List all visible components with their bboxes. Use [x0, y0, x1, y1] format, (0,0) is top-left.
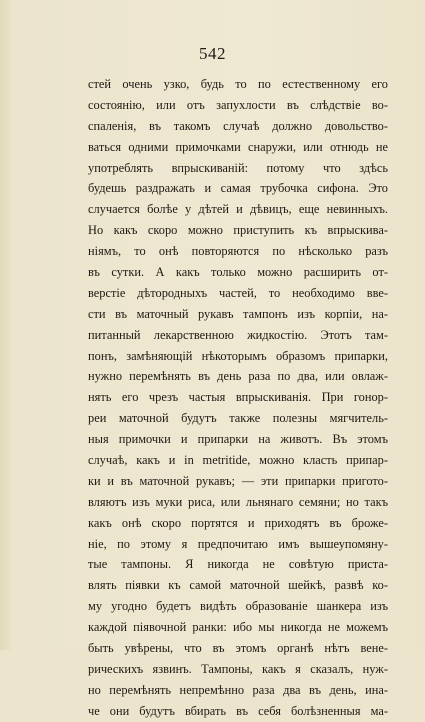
text-line: му угодно будетъ видѣть образованіе шанкера изъ [88, 599, 388, 614]
text-line: ныя примочки и припарки на животъ. Въ этомъ [88, 432, 388, 447]
text-line: сти въ маточный рукавъ тампонъ изъ корпіи, на- [88, 306, 388, 321]
text-line: че они будутъ вбирать въ себя болѣзненныя ма- [88, 703, 388, 718]
text-line: стей очень узко, будь то по естественному его [88, 77, 388, 91]
text-line: какъ онѣ скоро портятся и приходятъ въ броже- [88, 515, 388, 530]
text-line: каждой піявочной ранки: ибо мы никогда не можемъ [88, 620, 388, 635]
text-line: ки и въ маточной рукавъ; — эти припарки пригото- [88, 473, 388, 488]
text-line: ніе, по этому я предпочитаю имъ вышеупомяну- [88, 536, 388, 551]
text-line: понъ, замѣняющій нѣкоторымъ образомъ припарки, [88, 348, 388, 363]
text-line: нять его чрезъ частыя впрыскиванія. При гонор- [88, 390, 388, 405]
body-text [88, 74, 388, 722]
text-line: случается болѣе у дѣтей и дѣвицъ, еще невинныхъ. [88, 202, 388, 217]
text-line: ніямъ, то онѣ повторяются по нѣсколько разъ [88, 244, 388, 259]
text-line: состоянію, или отъ запухлости въ слѣдствіе во- [88, 97, 388, 112]
text-line: но перемѣнять непремѣнно раза два въ день, ина- [88, 682, 388, 697]
text-line: случаѣ, какъ и in metritide, можно класть припар- [88, 453, 388, 468]
text-line: вляютъ изъ муки риса, или льнянаго семяни; но такъ [88, 494, 388, 509]
text-line: ваться одними примочками снаружи, или отнюдь не [88, 139, 388, 154]
text-line: употреблять впрыскиваній: потому что здѣсь [88, 160, 388, 175]
text-line: реи маточной будутъ также полезны мягчитель- [88, 411, 388, 426]
text-line: спаленія, въ такомъ случаѣ должно довольство- [88, 118, 388, 133]
text-line: быть увѣрены, что въ этомъ органѣ нѣтъ вене- [88, 641, 388, 656]
text-line: Но какъ скоро можно приступить къ впрыскива- [88, 223, 388, 238]
text-line: нужно перемѣнять въ день раза по два, или овлаж- [88, 369, 388, 384]
page-number: 542 [199, 44, 226, 63]
text-line: влять піявки къ самой маточной шейкѣ, развѣ ко- [88, 578, 388, 593]
text-line: въ сутки. А какъ только можно расширить от- [88, 265, 388, 280]
text-line: будешь раздражать и самая трубочка сифона. Это [88, 181, 388, 196]
text-line: питанный лекарственною жидкостію. Этотъ там- [88, 327, 388, 342]
text-line: тые тампоны. Я никогда не совѣтую приста- [88, 557, 388, 572]
text-line: рическихъ язвинъ. Тампоны, какъ я сказалъ, нуж- [88, 661, 388, 676]
text-line: верстіе дѣтородныхъ частей, то необходимо вве- [88, 285, 388, 300]
